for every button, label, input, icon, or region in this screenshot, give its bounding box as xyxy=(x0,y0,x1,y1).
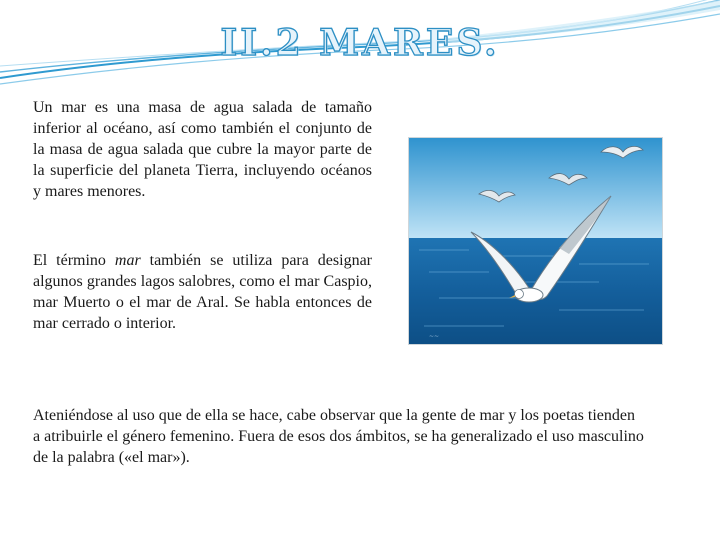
seagulls-over-sea-image xyxy=(408,137,663,345)
seagulls-illustration xyxy=(409,138,662,344)
paragraph-definition: Un mar es una masa de agua salada de tamaño inferior al océano, así como también el conjunto de la masa de agua salada que cubre la mayor parte de la superficie del planeta Tierra, incluyendo océanos y mares menores. xyxy=(33,99,372,200)
paragraph-lakes-rest: también se utiliza para designar algunos grandes lagos salobres, como el mar Caspio, mar Muerto o el mar de Aral. Se habla entonces de mar cerrado o interior. xyxy=(33,252,373,332)
image-signature-mark: ~~ xyxy=(429,333,440,340)
paragraph-lakes-start: El término xyxy=(33,252,115,269)
slide-title: II.2 MARES. xyxy=(220,22,500,64)
term-mar: mar xyxy=(114,252,141,269)
paragraph-gender: Ateniéndose al uso que de ella se hace, cabe observar que la gente de mar y los poetas tienden a atribuirle el género femenino. Fuera de esos dos ámbitos, se ha generalizado el uso masculino de la palabra («el mar»). xyxy=(33,407,644,466)
paragraph-lakes xyxy=(33,250,372,334)
